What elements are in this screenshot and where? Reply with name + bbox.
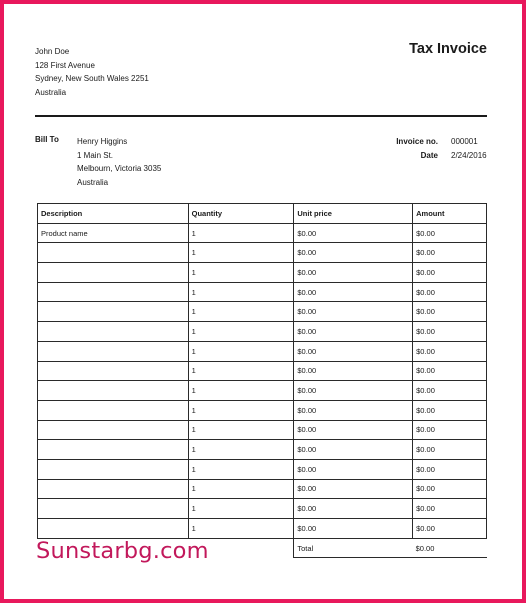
cell-description [38, 322, 189, 342]
cell-unit-price: $0.00 [294, 420, 413, 440]
cell-unit-price: $0.00 [294, 243, 413, 263]
cell-unit-price: $0.00 [294, 440, 413, 460]
invoice-title: Tax Invoice [409, 41, 487, 57]
cell-quantity: 1 [188, 223, 294, 243]
total-label: Total [294, 538, 413, 558]
cell-description [38, 361, 189, 381]
cell-amount: $0.00 [413, 459, 487, 479]
cell-description [38, 302, 189, 322]
table-row [38, 440, 487, 460]
cell-amount: $0.00 [413, 243, 487, 263]
cell-amount: $0.00 [413, 519, 487, 539]
table-row [38, 459, 487, 479]
cell-description [38, 519, 189, 539]
table-row [38, 263, 487, 283]
table-row [38, 243, 487, 263]
cell-quantity: 1 [188, 263, 294, 283]
table-row [38, 302, 487, 322]
cell-unit-price: $0.00 [294, 341, 413, 361]
cell-amount: $0.00 [413, 499, 487, 519]
cell-unit-price: $0.00 [294, 519, 413, 539]
cell-quantity: 1 [188, 420, 294, 440]
cell-description [38, 381, 189, 401]
bill-to-label: Bill To [35, 135, 59, 144]
cell-quantity: 1 [188, 341, 294, 361]
table-row [38, 499, 487, 519]
cell-amount: $0.00 [413, 361, 487, 381]
cell-amount: $0.00 [413, 223, 487, 243]
cell-quantity: 1 [188, 381, 294, 401]
table-row [38, 400, 487, 420]
cell-description [38, 400, 189, 420]
cell-amount: $0.00 [413, 440, 487, 460]
total-value: $0.00 [413, 538, 487, 558]
cell-description [38, 341, 189, 361]
cell-quantity: 1 [188, 302, 294, 322]
cell-unit-price: $0.00 [294, 361, 413, 381]
sender-name: John Doe [35, 47, 70, 56]
cell-amount: $0.00 [413, 263, 487, 283]
cell-description: Product name [38, 223, 189, 243]
table-row [38, 322, 487, 342]
sender-address-line2: Sydney, New South Wales 2251 [35, 74, 149, 83]
cell-quantity: 1 [188, 459, 294, 479]
cell-quantity: 1 [188, 440, 294, 460]
cell-description [38, 440, 189, 460]
invoice-number-value: 000001 [451, 137, 478, 146]
table-header-row [38, 204, 487, 224]
cell-unit-price: $0.00 [294, 479, 413, 499]
cell-unit-price: $0.00 [294, 322, 413, 342]
cell-description [38, 420, 189, 440]
invoice-number-label: Invoice no. [396, 137, 438, 146]
column-header-unit-price: Unit price [294, 204, 413, 224]
watermark-text: Sunstarbg.com [36, 538, 209, 564]
cell-quantity: 1 [188, 282, 294, 302]
cell-quantity: 1 [188, 479, 294, 499]
table-row [38, 420, 487, 440]
cell-unit-price: $0.00 [294, 302, 413, 322]
bill-to-name: Henry Higgins [77, 137, 128, 146]
invoice-date-value: 2/24/2016 [451, 150, 487, 160]
table-row [38, 282, 487, 302]
cell-amount: $0.00 [413, 381, 487, 401]
cell-amount: $0.00 [413, 341, 487, 361]
cell-amount: $0.00 [413, 282, 487, 302]
column-header-quantity: Quantity [188, 204, 294, 224]
bill-to-address-line2: Melbourn, Victoria 3035 [77, 164, 162, 173]
table-row [38, 361, 487, 381]
cell-unit-price: $0.00 [294, 400, 413, 420]
cell-amount: $0.00 [413, 302, 487, 322]
invoice-page [4, 4, 522, 599]
bill-to-country: Australia [77, 177, 109, 187]
cell-unit-price: $0.00 [294, 282, 413, 302]
cell-quantity: 1 [188, 499, 294, 519]
cell-quantity: 1 [188, 519, 294, 539]
table-row [38, 341, 487, 361]
cell-amount: $0.00 [413, 322, 487, 342]
cell-quantity: 1 [188, 400, 294, 420]
cell-description [38, 479, 189, 499]
invoice-date-label: Date [420, 150, 438, 160]
cell-amount: $0.00 [413, 479, 487, 499]
sender-address [35, 45, 149, 99]
sender-address-line1: 128 First Avenue [35, 60, 95, 70]
column-header-description: Description [38, 204, 189, 224]
cell-unit-price: $0.00 [294, 459, 413, 479]
sender-country: Australia [35, 87, 67, 97]
cell-quantity: 1 [188, 322, 294, 342]
cell-unit-price: $0.00 [294, 263, 413, 283]
table-row [38, 223, 487, 243]
cell-description [38, 243, 189, 263]
cell-quantity: 1 [188, 243, 294, 263]
cell-description [38, 459, 189, 479]
header-divider [35, 115, 487, 117]
bill-to-address [77, 135, 161, 189]
cell-description [38, 499, 189, 519]
line-items-table [37, 203, 487, 558]
cell-unit-price: $0.00 [294, 223, 413, 243]
cell-description [38, 263, 189, 283]
cell-quantity: 1 [188, 361, 294, 381]
column-header-amount: Amount [413, 204, 487, 224]
table-row [38, 479, 487, 499]
table-row [38, 519, 487, 539]
bill-to-address-line1: 1 Main St. [77, 150, 114, 160]
cell-amount: $0.00 [413, 420, 487, 440]
cell-description [38, 282, 189, 302]
cell-unit-price: $0.00 [294, 381, 413, 401]
table-row [38, 381, 487, 401]
cell-unit-price: $0.00 [294, 499, 413, 519]
cell-amount: $0.00 [413, 400, 487, 420]
invoice-meta [396, 135, 487, 162]
